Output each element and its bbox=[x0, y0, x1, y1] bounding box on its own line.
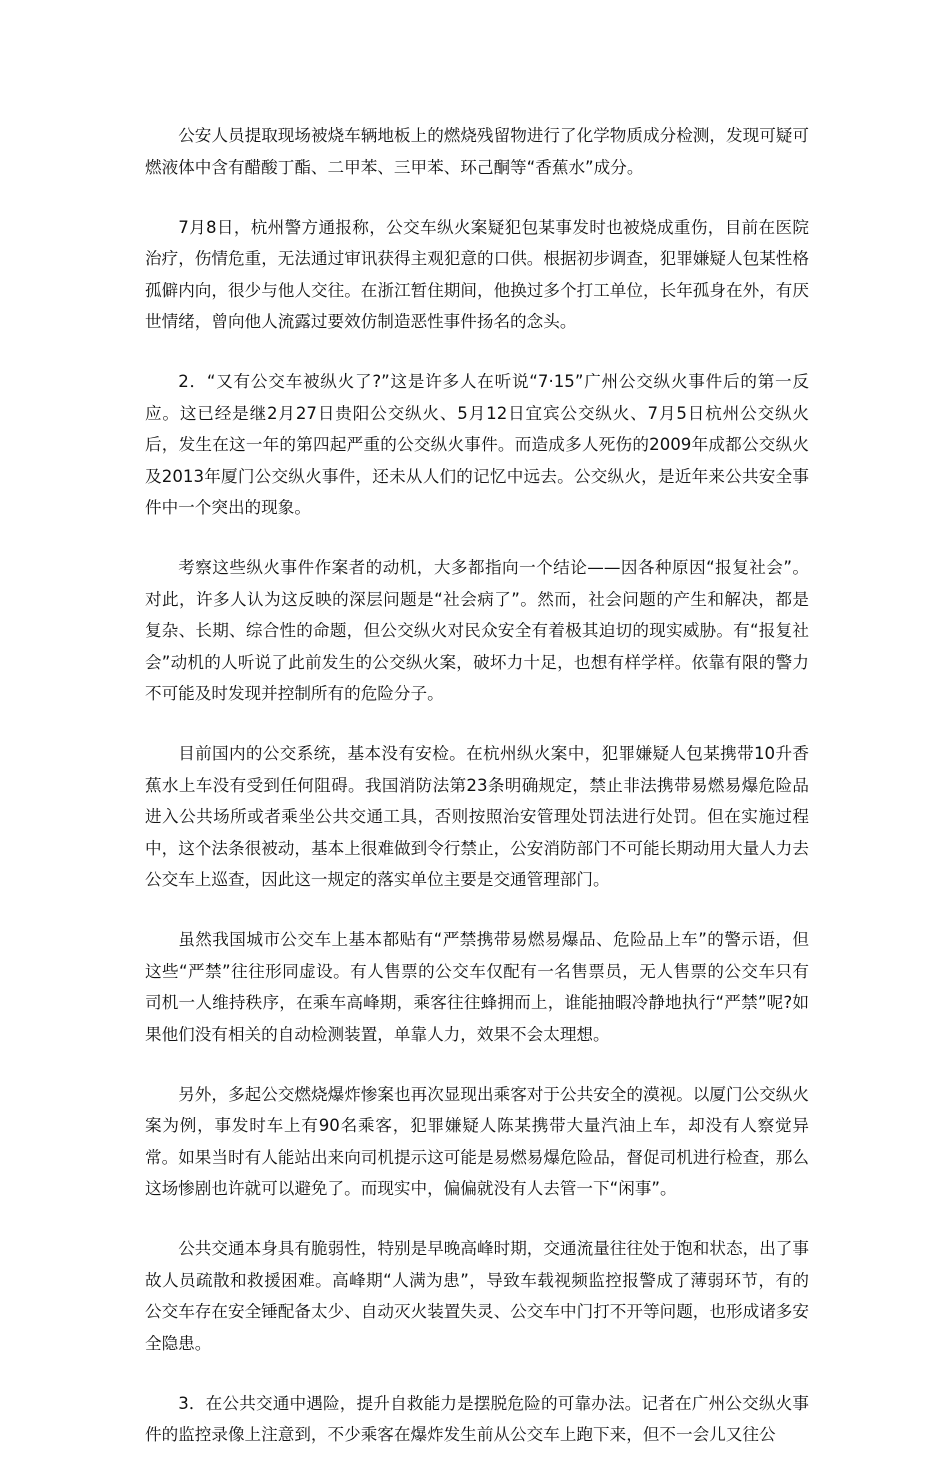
paragraph-section-2: 2．“又有公交车被纵火了?”这是许多人在听说“7·15”广州公交纵火事件后的第一反应。这已经是继2月27日贵阳公交纵火、5月12日宜宾公交纵火、7月5日杭州公交纵火后，发生在这一年的第四起严重的公交纵火事件。而造成多人死伤的2009年成都公交纵火及2013年厦门公交纵火事件，还未从人们的记忆中远去。公交纵火，是近年来公共安全事件中一个突出的现象。 bbox=[145, 372, 809, 517]
paragraph-passenger-indifference: 另外，多起公交燃烧爆炸惨案也再次显现出乘客对于公共安全的漠视。以厦门公交纵火案为例，事发时车上有90名乘客，犯罪嫌疑人陈某携带大量汽油上车，却没有人察觉异常。如果当时有人能站出来向司机提示这可能是易燃易爆危险品，督促司机进行检查，那么这场惨剧也许就可以避免了。而现实中，偏偏就没有人去管一下“闲事”。 bbox=[145, 1084, 809, 1198]
document-body bbox=[145, 120, 809, 1479]
paragraph-transit-vulnerability: 公共交通本身具有脆弱性，特别是早晚高峰时期，交通流量往往处于饱和状态，出了事故人员疏散和救援困难。高峰期“人满为患”，导致车载视频监控报警成了薄弱环节，有的公交车存在安全锤配备太少、自动灭火装置失灵、公交车中门打不开等问题，也形成诸多安全隐患。 bbox=[145, 1239, 809, 1353]
paragraph-warning-signs: 虽然我国城市公交车上基本都贴有“严禁携带易燃易爆品、危险品上车”的警示语，但这些“严禁”往往形同虚设。有人售票的公交车仅配有一名售票员，无人售票的公交车只有司机一人维持秩序，在乘车高峰期，乘客往往蜂拥而上，谁能抽暇冷静地执行“严禁”呢?如果他们没有相关的自动检测装置，单靠人力，效果不会太理想。 bbox=[145, 930, 809, 1044]
paragraph-hangzhou-suspect: 7月8日，杭州警方通报称，公交车纵火案疑犯包某事发时也被烧成重伤，目前在医院治疗，伤情危重，无法通过审讯获得主观犯意的口供。根据初步调查，犯罪嫌疑人包某性格孤僻内向，很少与他人交往。在浙江暂住期间，他换过多个打工单位，长年孤身在外，有厌世情绪，曾向他人流露过要效仿制造恶性事件扬名的念头。 bbox=[145, 217, 809, 331]
paragraph-motives: 考察这些纵火事件作案者的动机，大多都指向一个结论——因各种原因“报复社会”。对此，许多人认为这反映的深层问题是“社会病了”。然而，社会问题的产生和解决，都是复杂、长期、综合性的命题，但公交纵火对民众安全有着极其迫切的现实威胁。有“报复社会”动机的人听说了此前发生的公交纵火案，破坏力十足，也想有样学样。依靠有限的警力不可能及时发现并控制所有的危险分子。 bbox=[145, 558, 809, 703]
paragraph-no-security-check: 目前国内的公交系统，基本没有安检。在杭州纵火案中，犯罪嫌疑人包某携带10升香蕉水上车没有受到任何阻碍。我国消防法第23条明确规定，禁止非法携带易燃易爆危险品进入公共场所或者乘坐公共交通工具，否则按照治安管理处罚法进行处罚。但在实施过程中，这个法条很被动，基本上很难做到令行禁止，公安消防部门不可能长期动用大量人力去公交车上巡查，因此这一规定的落实单位主要是交通管理部门。 bbox=[145, 744, 809, 889]
paragraph-section-3: 3．在公共交通中遇险，提升自救能力是摆脱危险的可靠办法。记者在广州公交纵火事件的监控录像上注意到，不少乘客在爆炸发生前从公交车上跑下来，但不一会儿又往公 bbox=[145, 1393, 809, 1444]
paragraph-forensic-test: 公安人员提取现场被烧车辆地板上的燃烧残留物进行了化学物质成分检测，发现可疑可燃液体中含有醋酸丁酯、二甲苯、三甲苯、环己酮等“香蕉水”成分。 bbox=[145, 126, 809, 177]
